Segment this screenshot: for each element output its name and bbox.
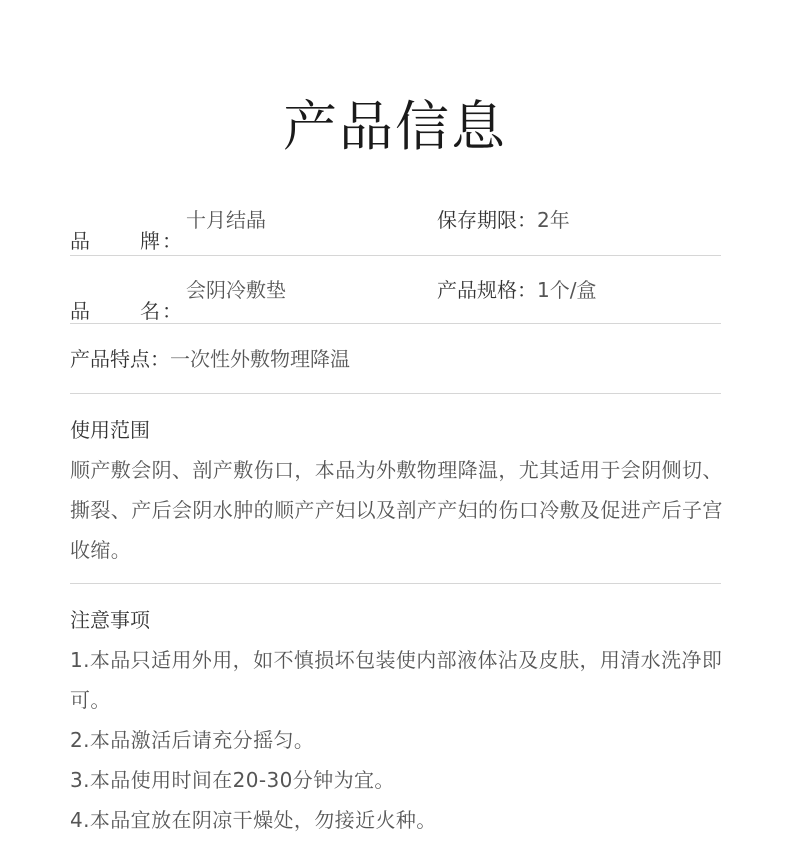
- name-label-char2: 名: [140, 299, 160, 323]
- feature-label: 产品特点：: [70, 347, 170, 371]
- notes-heading: 注意事项: [70, 608, 150, 632]
- divider: [70, 393, 721, 394]
- package-label: 产品规格：: [437, 278, 537, 302]
- feature-value: 一次性外敷物理降温: [170, 347, 350, 371]
- shelf-life-spec: [437, 206, 570, 234]
- name-label-colon: ：: [162, 299, 182, 323]
- package-value: 1个/盒: [537, 278, 597, 302]
- divider: [70, 323, 721, 324]
- shelf-life-label: 保存期限：: [437, 208, 537, 232]
- shelf-life-value: 2年: [537, 208, 570, 232]
- page-title: 产品信息: [283, 95, 507, 158]
- note-item-4: 4.本品宜放在阴凉干燥处，勿接近火种。: [70, 808, 437, 832]
- divider: [70, 583, 721, 584]
- note-item-3: 3.本品使用时间在20-30分钟为宜。: [70, 768, 395, 792]
- divider: [70, 255, 721, 256]
- name-value: 会阴冷敷垫: [186, 278, 286, 302]
- brand-label-colon: ：: [162, 229, 182, 253]
- brand-label-char2: 牌: [140, 229, 160, 253]
- usage-heading: 使用范围: [70, 418, 150, 442]
- note-item-2: 2.本品激活后请充分摇匀。: [70, 728, 315, 752]
- brand-spec: [70, 206, 266, 253]
- package-spec: [437, 276, 596, 304]
- feature-spec: [70, 345, 350, 373]
- note-item-1: 1.本品只适用外用，如不慎损坏包装使内部液体沾及皮肤，用清水洗净即可。: [70, 648, 723, 712]
- name-spec: [70, 276, 286, 323]
- name-label-char1: 品: [70, 299, 90, 323]
- brand-label-char1: 品: [70, 229, 90, 253]
- brand-value: 十月结晶: [186, 208, 266, 232]
- usage-text: 顺产敷会阴、剖产敷伤口，本品为外敷物理降温，尤其适用于会阴侧切、撕裂、产后会阴水肿的顺产产妇以及剖产产妇的伤口冷敷及促进产后子宫收缩。: [70, 458, 723, 562]
